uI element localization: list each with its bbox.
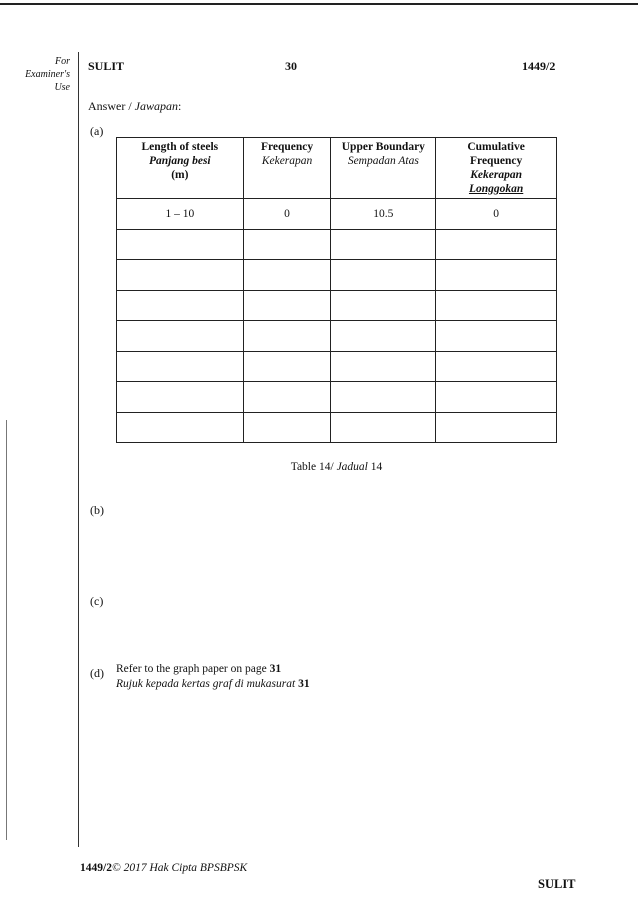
top-rule bbox=[0, 3, 638, 5]
header-upper-boundary: Upper Boundary Sempadan Atas bbox=[331, 138, 436, 199]
table-cell[interactable] bbox=[243, 290, 331, 321]
table-cell[interactable] bbox=[331, 321, 436, 352]
examiner-use-note: For Examiner's Use bbox=[25, 56, 70, 93]
part-d-instruction bbox=[116, 662, 310, 692]
frequency-table bbox=[116, 137, 557, 443]
table-cell[interactable] bbox=[243, 260, 331, 291]
table-header-row bbox=[117, 138, 557, 199]
table-row bbox=[117, 229, 557, 260]
part-b-label: (b) bbox=[90, 503, 104, 517]
table-cell[interactable] bbox=[331, 412, 436, 443]
header-frequency: Frequency Kekerapan bbox=[243, 138, 331, 199]
table-row bbox=[117, 351, 557, 382]
table-cell[interactable]: 0 bbox=[436, 199, 557, 230]
table-cell[interactable] bbox=[117, 260, 244, 291]
table-row bbox=[117, 412, 557, 443]
table-caption: Table 14/ Jadual 14 bbox=[290, 461, 383, 473]
margin-rule bbox=[78, 52, 79, 847]
answer-label: Answer / Jawapan: bbox=[88, 99, 182, 113]
table-cell[interactable] bbox=[117, 351, 244, 382]
table-cell[interactable] bbox=[331, 382, 436, 413]
table-cell[interactable] bbox=[436, 260, 557, 291]
table-cell[interactable] bbox=[117, 290, 244, 321]
page-number: 30 bbox=[285, 59, 297, 73]
header-length: Length of steels Panjang besi (m) bbox=[117, 138, 244, 199]
part-d-label: (d) bbox=[90, 666, 104, 680]
table-cell[interactable] bbox=[117, 382, 244, 413]
table-cell[interactable] bbox=[243, 229, 331, 260]
table-cell[interactable] bbox=[436, 382, 557, 413]
table-row bbox=[117, 382, 557, 413]
table-cell[interactable] bbox=[331, 290, 436, 321]
table-cell[interactable] bbox=[117, 412, 244, 443]
table-cell[interactable] bbox=[436, 229, 557, 260]
table-cell[interactable] bbox=[436, 351, 557, 382]
table-row bbox=[117, 260, 557, 291]
table-row bbox=[117, 199, 557, 230]
table-cell[interactable] bbox=[117, 229, 244, 260]
table-cell[interactable]: 0 bbox=[243, 199, 331, 230]
scan-edge-line bbox=[6, 420, 7, 840]
footer-sulit: SULIT bbox=[538, 877, 576, 891]
table-cell[interactable] bbox=[436, 412, 557, 443]
table-cell[interactable] bbox=[331, 260, 436, 291]
table-cell[interactable]: 10.5 bbox=[331, 199, 436, 230]
table-cell[interactable] bbox=[331, 229, 436, 260]
table-row bbox=[117, 321, 557, 352]
table-row bbox=[117, 290, 557, 321]
part-d-english: Refer to the graph paper on page 31 bbox=[116, 663, 282, 675]
header-cumulative-frequency: Cumulative Frequency Kekerapan Longgokan bbox=[436, 138, 557, 199]
table-cell[interactable] bbox=[243, 351, 331, 382]
table-cell[interactable] bbox=[331, 351, 436, 382]
footer-copyright: 1449/2© 2017 Hak Cipta BPSBPSK bbox=[80, 862, 248, 874]
table-cell[interactable] bbox=[243, 382, 331, 413]
part-c-label: (c) bbox=[90, 594, 104, 608]
part-d-malay: Rujuk kepada kertas graf di mukasurat 31 bbox=[116, 678, 310, 690]
table-cell[interactable] bbox=[243, 321, 331, 352]
table-cell[interactable] bbox=[243, 412, 331, 443]
table-cell[interactable] bbox=[117, 321, 244, 352]
header-sulit: SULIT bbox=[88, 59, 125, 73]
table-cell[interactable] bbox=[436, 290, 557, 321]
paper-code: 1449/2 bbox=[522, 59, 556, 73]
part-a-label: (a) bbox=[90, 124, 104, 138]
table-cell[interactable]: 1 – 10 bbox=[117, 199, 244, 230]
table-cell[interactable] bbox=[436, 321, 557, 352]
